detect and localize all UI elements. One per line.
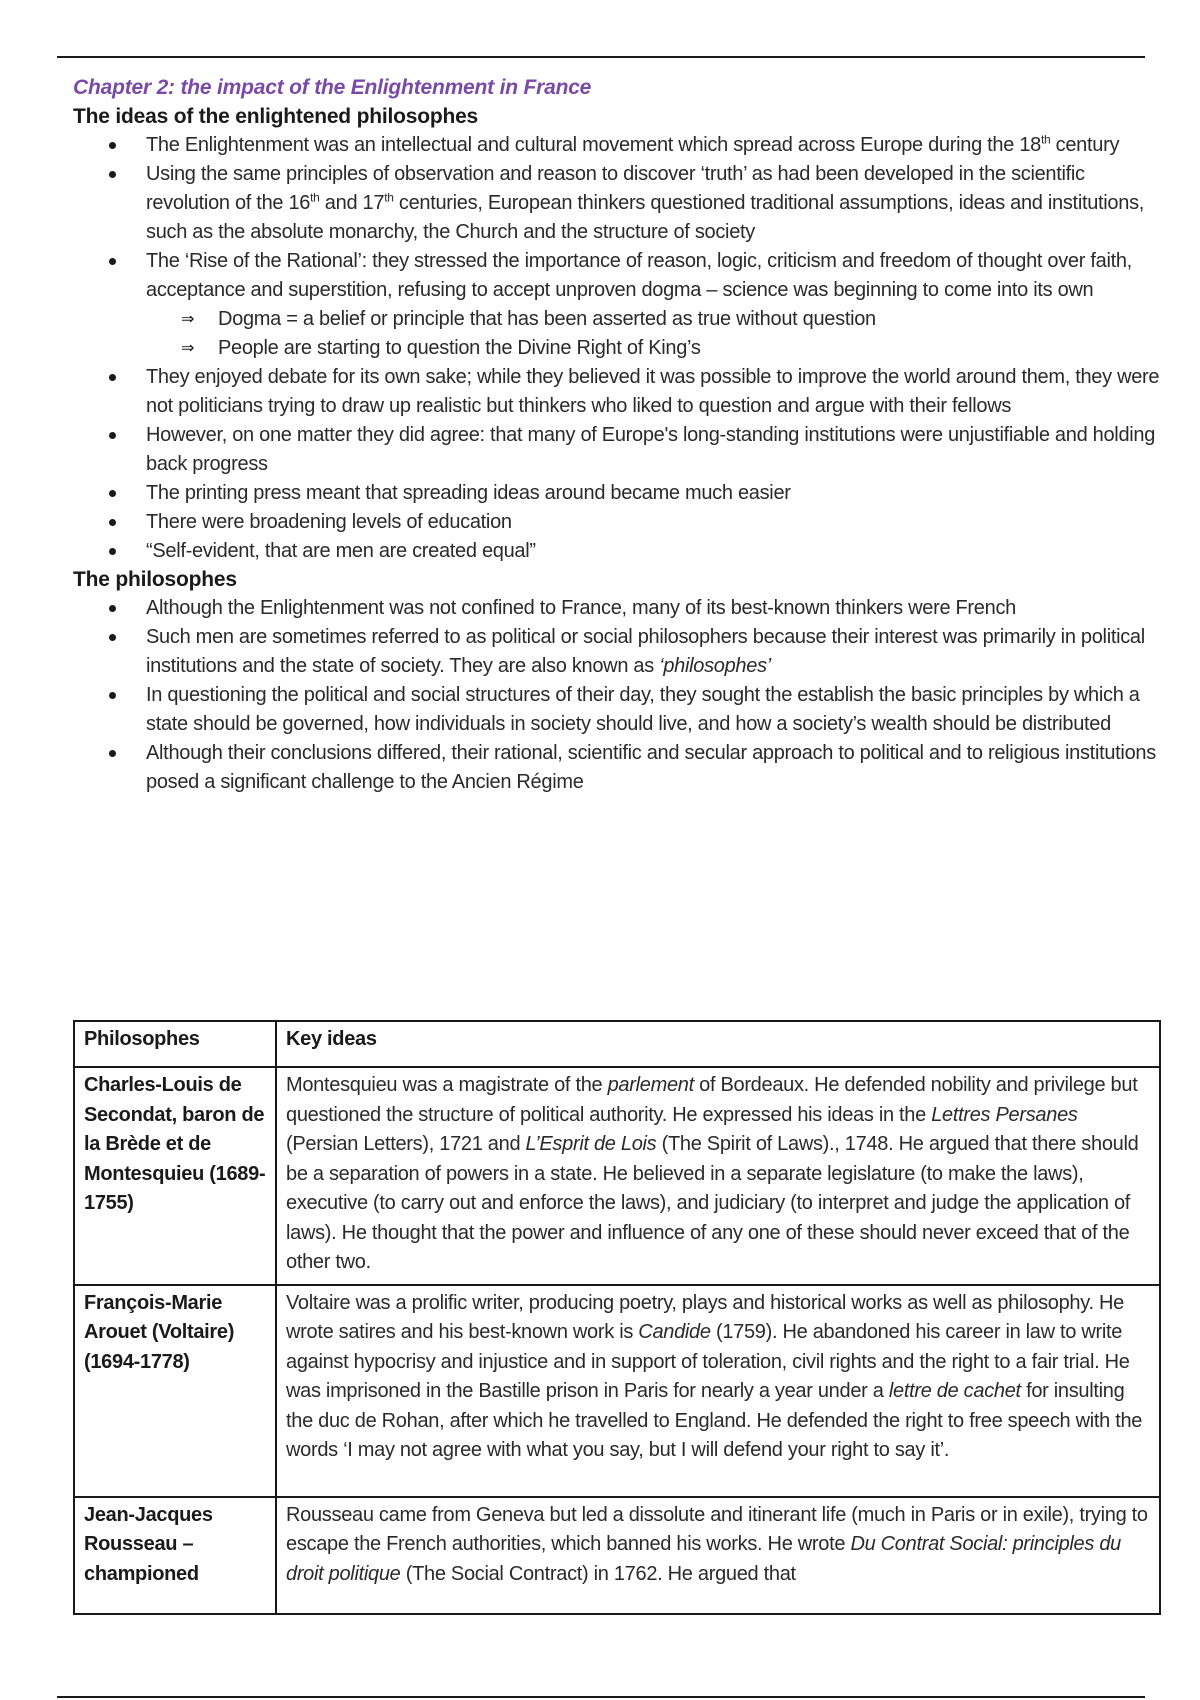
bullet-icon <box>109 605 116 612</box>
list-item: They enjoyed debate for its own sake; while they believed it was possible to improve the world around them, they were not politicians trying to draw up realistic but thinkers who liked to question and argue with their fellows <box>73 363 1163 421</box>
key-ideas-cell <box>276 1285 1160 1497</box>
italic-title: lettre de cachet <box>888 1380 1021 1402</box>
table-row <box>74 1285 1160 1497</box>
sub-list-item: ⇒ People are starting to question the Divine Right of King’s <box>73 334 1163 363</box>
text-run: Voltaire was a prolific writer, producing poetry, plays and historical works as well as philosophy. He wrote satires and his best-known work is <box>286 1291 1124 1343</box>
top-page-rule <box>57 56 1145 58</box>
column-header-philosophes: Philosophes <box>74 1021 276 1067</box>
dogma-sub-list <box>73 305 1163 363</box>
double-arrow-right-icon: ⇒ <box>181 340 195 357</box>
text-run: (1759). He abandoned his career in law to write against hypocrisy and injustice and in support of toleration, civil rights and the right to a fair trial. He was imprisoned in the Bastille prison in Paris for nearly a year under a <box>286 1321 1130 1402</box>
double-arrow-right-icon: ⇒ <box>181 311 195 328</box>
bottom-page-rule <box>57 1696 1145 1698</box>
bullet-icon <box>109 171 116 178</box>
key-ideas-cell <box>276 1067 1160 1285</box>
section-title-ideas: The ideas of the enlightened philosophes <box>73 105 479 128</box>
list-item: “Self-evident, that are men are created equal” <box>73 537 1163 566</box>
list-item: However, on one matter they did agree: that many of Europe's long-standing institutions were unjustifiable and holding back progress <box>73 421 1163 479</box>
list-item: Using the same principles of observation and reason to discover ‘truth’ as had been developed in the scientific revolution of the 16th and 17th centuries, European thinkers questioned traditional assumptions, ideas and institutions, such as the absolute monarchy, the Church and the structure of society <box>73 160 1163 247</box>
chapter-title: Chapter 2: the impact of the Enlightenment in France <box>73 76 592 99</box>
bullet-icon <box>109 490 116 497</box>
list-item: In questioning the political and social structures of their day, they sought the establish the basic principles by which a state should be governed, how individuals in society should live, and how a society’s wealth should be distributed <box>73 681 1163 739</box>
italic-title: Lettres Persanes <box>931 1103 1078 1126</box>
sub-list-item: ⇒ Dogma = a belief or principle that has been asserted as true without question <box>73 305 1163 334</box>
text-run: for insulting the duc de Rohan, after which he travelled to England. He defended the right to free speech with the words ‘I may not agree with what you say, but I will defend your right to say it’. <box>286 1380 1143 1461</box>
italic-title: L’Esprit de Lois <box>525 1133 657 1155</box>
italic-title: parlement <box>607 1074 694 1096</box>
ideas-bullet-list <box>73 131 1163 305</box>
bullet-icon <box>109 258 116 265</box>
bullet-icon <box>109 634 116 641</box>
bullet-icon <box>109 750 116 757</box>
text-run: of Bordeaux. He defended nobility and privilege but questioned the structure of political authority. He expressed his ideas in the <box>286 1074 1138 1126</box>
key-ideas-cell <box>276 1497 1160 1614</box>
text-run: (The Spirit of Laws)., 1748. He argued that there should be a separation of powers in a state. He believed in a separate legislature (to make the laws), executive (to carry out and enforce the laws), and judiciary (to interpret and judge the application of laws). He thought that the power and influence of any one of these should never exceed that of the other two. <box>286 1133 1139 1273</box>
philosophe-name: François-Marie Arouet (Voltaire) (1694-1778) <box>74 1285 276 1497</box>
section-title-philosophes: The philosophes <box>73 568 237 591</box>
list-item: Such men are sometimes referred to as political or social philosophers because their interest was primarily in political institutions and the state of society. They are also known as ‘philosophes’ <box>73 623 1163 681</box>
italic-title: Candide <box>638 1321 711 1343</box>
text-run: (Persian Letters), 1721 and <box>286 1133 526 1155</box>
list-item: The printing press meant that spreading ideas around became much easier <box>73 479 1163 508</box>
list-item: The Enlightenment was an intellectual and cultural movement which spread across Europe during the 18th century <box>73 131 1163 160</box>
italic-title: Du Contrat Social: principles du droit politique <box>286 1533 1121 1585</box>
philosophes-bullet-list <box>73 594 1163 797</box>
column-header-key-ideas: Key ideas <box>276 1021 1160 1067</box>
list-item: The ‘Rise of the Rational’: they stressed the importance of reason, logic, criticism and freedom of thought over faith, acceptance and superstition, refusing to accept unproven dogma – science was beginning to come into its own <box>73 247 1163 305</box>
list-item: Although their conclusions differed, their rational, scientific and secular approach to political and to religious institutions posed a significant challenge to the Ancien Régime <box>73 739 1163 797</box>
bullet-icon <box>109 692 116 699</box>
table-header-row <box>74 1021 1160 1067</box>
table-row <box>74 1067 1160 1285</box>
ideas-bullet-list-cont <box>73 363 1163 566</box>
philosophes-table <box>73 1020 1161 1615</box>
bullet-icon <box>109 432 116 439</box>
philosophe-name: Charles-Louis de Secondat, baron de la Brède et de Montesquieu (1689-1755) <box>74 1067 276 1285</box>
bullet-icon <box>109 374 116 381</box>
bullet-icon <box>109 142 116 149</box>
text-run: Rousseau came from Geneva but led a dissolute and itinerant life (much in Paris or in exile), trying to escape the French authorities, which banned his works. He wrote <box>286 1503 1148 1555</box>
bullet-icon <box>109 519 116 526</box>
document-body <box>73 73 1163 797</box>
text-run: (The Social Contract) in 1762. He argued that <box>400 1562 796 1585</box>
table-row <box>74 1497 1160 1614</box>
text-run: Montesquieu was a magistrate of the <box>286 1074 608 1096</box>
list-item: There were broadening levels of education <box>73 508 1163 537</box>
list-item: Although the Enlightenment was not confined to France, many of its best-known thinkers were French <box>73 594 1163 623</box>
bullet-icon <box>109 548 116 555</box>
philosophe-name: Jean-Jacques Rousseau – championed <box>74 1497 276 1614</box>
